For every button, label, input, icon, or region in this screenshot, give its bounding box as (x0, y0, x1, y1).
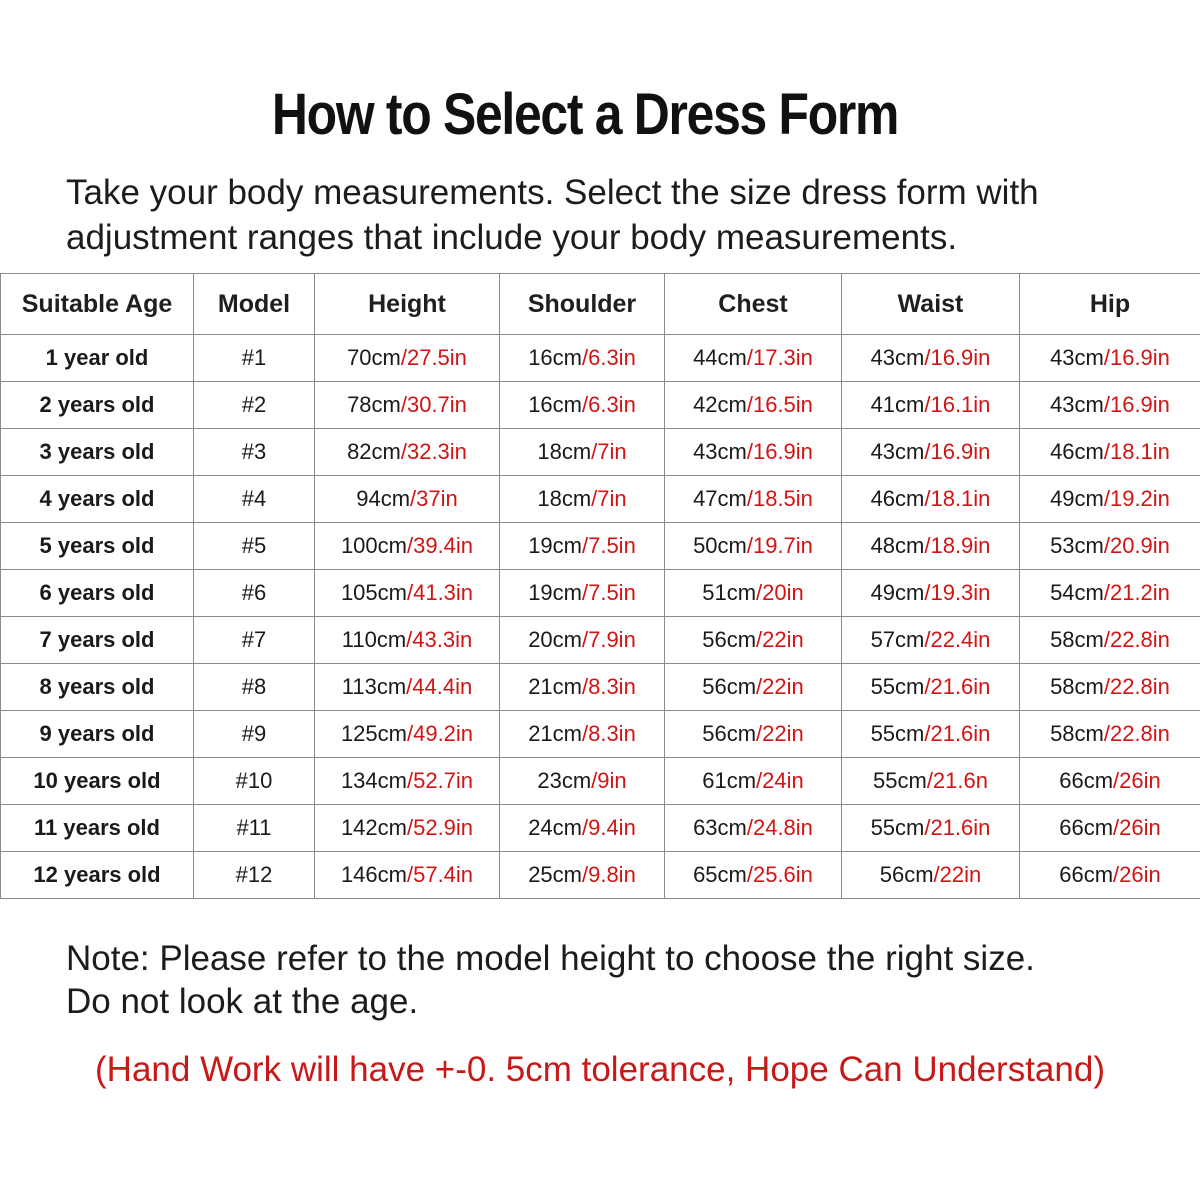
hip-cm-value: 66cm (1059, 815, 1114, 840)
shoulder-inch-value: /6.3in (581, 345, 636, 370)
hip-inch-value: /16.9in (1103, 392, 1170, 417)
intro-line-1: Take your body measurements. Select the size dress form with (66, 173, 1039, 212)
cell-shoulder (500, 570, 665, 617)
cell-height (315, 711, 500, 758)
cell-waist (842, 335, 1020, 382)
shoulder-inch-value: /9.8in (581, 862, 636, 887)
cell-age: 6 years old (1, 570, 194, 617)
cell-waist (842, 523, 1020, 570)
cell-model: #4 (194, 476, 315, 523)
cell-chest (665, 805, 842, 852)
shoulder-cm-value: 18cm (537, 439, 592, 464)
height-inch-value: /52.7in (406, 768, 474, 793)
cell-shoulder (500, 523, 665, 570)
waist-cm-value: 41cm (870, 392, 925, 417)
cell-shoulder (500, 382, 665, 429)
chest-inch-value: /16.9in (746, 439, 813, 464)
cell-waist (842, 711, 1020, 758)
cell-waist (842, 382, 1020, 429)
cell-age: 11 years old (1, 805, 194, 852)
height-cm-value: 134cm (340, 768, 407, 793)
height-inch-value: /49.2in (406, 721, 474, 746)
cell-age: 3 years old (1, 429, 194, 476)
page-title: How to Select a Dress Form (271, 82, 899, 147)
shoulder-cm-value: 18cm (537, 486, 592, 511)
hip-cm-value: 58cm (1050, 721, 1104, 746)
waist-inch-value: /16.9in (924, 345, 991, 370)
cell-age: 9 years old (1, 711, 194, 758)
table-header-row (1, 274, 1200, 335)
cell-hip (1020, 664, 1200, 711)
table-row (1, 570, 1200, 617)
cell-hip (1020, 711, 1200, 758)
chest-cm-value: 56cm (702, 674, 757, 699)
cell-shoulder (500, 805, 665, 852)
cell-waist (842, 758, 1020, 805)
height-cm-value: 105cm (340, 580, 407, 605)
height-cm-value: 78cm (347, 392, 401, 417)
cell-age: 8 years old (1, 664, 194, 711)
hip-cm-value: 54cm (1050, 580, 1104, 605)
height-inch-value: /52.9in (406, 815, 474, 840)
shoulder-inch-value: /7.5in (581, 580, 636, 605)
cell-waist (842, 476, 1020, 523)
height-inch-value: /44.4in (406, 674, 473, 699)
shoulder-inch-value: /8.3in (581, 674, 636, 699)
shoulder-inch-value: /9.4in (581, 815, 636, 840)
header-height: Height (315, 274, 500, 335)
height-cm-value: 70cm (347, 345, 401, 370)
hip-cm-value: 43cm (1050, 345, 1104, 370)
shoulder-cm-value: 23cm (537, 768, 592, 793)
cell-age: 7 years old (1, 617, 194, 664)
chest-cm-value: 56cm (702, 627, 757, 652)
cell-hip (1020, 617, 1200, 664)
tolerance-note: (Hand Work will have +-0. 5cm tolerance, Hope Can Understand) (95, 1050, 1105, 1089)
height-cm-value: 82cm (347, 439, 401, 464)
waist-inch-value: /22in (933, 862, 982, 887)
height-inch-value: /39.4in (406, 533, 474, 558)
chest-inch-value: /24.8in (746, 815, 813, 840)
cell-shoulder (500, 429, 665, 476)
table-row (1, 617, 1200, 664)
cell-model: #6 (194, 570, 315, 617)
hip-inch-value: /19.2in (1103, 486, 1170, 511)
hip-cm-value: 46cm (1050, 439, 1104, 464)
header-waist: Waist (842, 274, 1020, 335)
cell-chest (665, 382, 842, 429)
table-row (1, 523, 1200, 570)
shoulder-inch-value: /8.3in (581, 721, 636, 746)
cell-model: #10 (194, 758, 315, 805)
cell-height (315, 476, 500, 523)
cell-height (315, 382, 500, 429)
table-row (1, 335, 1200, 382)
note-line-1: Note: Please refer to the model height to choose the right size. (66, 939, 1035, 978)
cell-chest (665, 711, 842, 758)
height-cm-value: 125cm (340, 721, 407, 746)
height-cm-value: 142cm (340, 815, 407, 840)
cell-hip (1020, 523, 1200, 570)
shoulder-inch-value: /6.3in (581, 392, 636, 417)
chest-inch-value: /18.5in (746, 486, 813, 511)
chest-cm-value: 50cm (693, 533, 747, 558)
chest-cm-value: 42cm (693, 392, 747, 417)
hip-cm-value: 49cm (1050, 486, 1104, 511)
hip-inch-value: /22.8in (1103, 627, 1170, 652)
hip-inch-value: /26in (1113, 815, 1161, 840)
shoulder-cm-value: 19cm (528, 533, 582, 558)
hip-cm-value: 66cm (1059, 862, 1114, 887)
cell-height (315, 805, 500, 852)
cell-model: #12 (194, 852, 315, 899)
waist-cm-value: 55cm (870, 721, 925, 746)
hip-inch-value: /26in (1113, 862, 1161, 887)
intro-text (66, 170, 1176, 260)
cell-height (315, 523, 500, 570)
cell-hip (1020, 429, 1200, 476)
shoulder-cm-value: 21cm (528, 674, 582, 699)
cell-shoulder (500, 335, 665, 382)
cell-waist (842, 429, 1020, 476)
chest-inch-value: /22in (756, 674, 804, 699)
cell-waist (842, 805, 1020, 852)
chest-cm-value: 47cm (693, 486, 747, 511)
table-row (1, 476, 1200, 523)
cell-model: #9 (194, 711, 315, 758)
cell-age: 10 years old (1, 758, 194, 805)
shoulder-inch-value: /7in (591, 486, 627, 511)
shoulder-inch-value: /9in (591, 768, 627, 793)
hip-inch-value: /16.9in (1103, 345, 1170, 370)
header-model: Model (194, 274, 315, 335)
table-row (1, 758, 1200, 805)
waist-inch-value: /16.9in (924, 439, 991, 464)
shoulder-cm-value: 21cm (528, 721, 582, 746)
cell-hip (1020, 852, 1200, 899)
waist-cm-value: 57cm (870, 627, 925, 652)
cell-shoulder (500, 476, 665, 523)
cell-model: #3 (194, 429, 315, 476)
waist-cm-value: 56cm (879, 862, 934, 887)
cell-chest (665, 758, 842, 805)
chest-inch-value: /17.3in (746, 345, 813, 370)
cell-chest (665, 617, 842, 664)
hip-inch-value: /26in (1113, 768, 1161, 793)
height-inch-value: /32.3in (400, 439, 467, 464)
note-line-2: Do not look at the age. (66, 982, 419, 1021)
shoulder-cm-value: 25cm (528, 862, 582, 887)
chest-cm-value: 43cm (693, 439, 747, 464)
cell-hip (1020, 382, 1200, 429)
table-row (1, 382, 1200, 429)
waist-inch-value: /21.6n (926, 768, 988, 793)
chest-cm-value: 63cm (693, 815, 747, 840)
height-cm-value: 100cm (340, 533, 407, 558)
waist-cm-value: 55cm (873, 768, 927, 793)
hip-inch-value: /22.8in (1103, 674, 1170, 699)
chest-cm-value: 56cm (702, 721, 757, 746)
waist-cm-value: 55cm (870, 674, 925, 699)
cell-waist (842, 570, 1020, 617)
table-row (1, 429, 1200, 476)
cell-shoulder (500, 617, 665, 664)
chest-cm-value: 65cm (693, 862, 747, 887)
cell-chest (665, 570, 842, 617)
waist-inch-value: /21.6in (924, 721, 991, 746)
shoulder-cm-value: 16cm (528, 345, 582, 370)
waist-inch-value: /21.6in (924, 674, 991, 699)
chest-inch-value: /24in (756, 768, 804, 793)
cell-model: #5 (194, 523, 315, 570)
cell-model: #2 (194, 382, 315, 429)
height-inch-value: /30.7in (400, 392, 467, 417)
cell-hip (1020, 476, 1200, 523)
cell-model: #1 (194, 335, 315, 382)
waist-inch-value: /18.9in (924, 533, 991, 558)
table-row (1, 664, 1200, 711)
height-cm-value: 110cm (341, 627, 407, 652)
height-inch-value: /43.3in (406, 627, 473, 652)
cell-age: 4 years old (1, 476, 194, 523)
hip-inch-value: /20.9in (1103, 533, 1170, 558)
cell-model: #11 (194, 805, 315, 852)
hip-inch-value: /22.8in (1103, 721, 1170, 746)
hip-cm-value: 58cm (1050, 674, 1104, 699)
cell-height (315, 429, 500, 476)
cell-shoulder (500, 711, 665, 758)
shoulder-inch-value: /7.5in (581, 533, 636, 558)
cell-shoulder (500, 758, 665, 805)
hip-cm-value: 53cm (1050, 533, 1104, 558)
shoulder-cm-value: 24cm (528, 815, 582, 840)
note-text (66, 937, 1176, 1023)
waist-cm-value: 49cm (870, 580, 925, 605)
cell-chest (665, 523, 842, 570)
waist-inch-value: /18.1in (924, 486, 991, 511)
cell-height (315, 335, 500, 382)
header-hip: Hip (1020, 274, 1200, 335)
waist-inch-value: /22.4in (924, 627, 991, 652)
cell-waist (842, 852, 1020, 899)
chest-inch-value: /20in (756, 580, 804, 605)
cell-model: #8 (194, 664, 315, 711)
hip-cm-value: 43cm (1050, 392, 1104, 417)
table-row (1, 852, 1200, 899)
cell-chest (665, 429, 842, 476)
size-table (0, 273, 1200, 899)
cell-age: 12 years old (1, 852, 194, 899)
header-shoulder: Shoulder (500, 274, 665, 335)
chest-cm-value: 44cm (693, 345, 747, 370)
table-row (1, 805, 1200, 852)
cell-age: 2 years old (1, 382, 194, 429)
shoulder-cm-value: 20cm (528, 627, 582, 652)
waist-cm-value: 48cm (870, 533, 925, 558)
shoulder-inch-value: /7.9in (581, 627, 636, 652)
cell-chest (665, 476, 842, 523)
height-cm-value: 146cm (340, 862, 407, 887)
cell-chest (665, 335, 842, 382)
hip-cm-value: 66cm (1059, 768, 1114, 793)
cell-chest (665, 664, 842, 711)
chest-inch-value: /22in (756, 721, 804, 746)
header-chest: Chest (665, 274, 842, 335)
chest-inch-value: /25.6in (746, 862, 813, 887)
shoulder-inch-value: /7in (591, 439, 627, 464)
table-body (1, 335, 1200, 899)
cell-waist (842, 617, 1020, 664)
height-cm-value: 113cm (341, 674, 407, 699)
chest-cm-value: 51cm (702, 580, 757, 605)
cell-hip (1020, 758, 1200, 805)
hip-inch-value: /21.2in (1103, 580, 1170, 605)
waist-inch-value: /16.1in (924, 392, 991, 417)
cell-hip (1020, 570, 1200, 617)
waist-cm-value: 43cm (870, 345, 925, 370)
height-inch-value: /37in (410, 486, 458, 511)
chest-inch-value: /19.7in (746, 533, 813, 558)
cell-age: 1 year old (1, 335, 194, 382)
waist-inch-value: /21.6in (924, 815, 991, 840)
chest-cm-value: 61cm (702, 768, 757, 793)
hip-inch-value: /18.1in (1103, 439, 1170, 464)
waist-cm-value: 43cm (870, 439, 925, 464)
cell-height (315, 852, 500, 899)
cell-hip (1020, 335, 1200, 382)
height-inch-value: /41.3in (406, 580, 474, 605)
height-cm-value: 94cm (356, 486, 411, 511)
shoulder-cm-value: 19cm (528, 580, 582, 605)
cell-height (315, 617, 500, 664)
height-inch-value: /27.5in (400, 345, 467, 370)
hip-cm-value: 58cm (1050, 627, 1104, 652)
cell-height (315, 758, 500, 805)
waist-cm-value: 55cm (870, 815, 925, 840)
header-suitable-age: Suitable Age (1, 274, 194, 335)
table-row (1, 711, 1200, 758)
chest-inch-value: /22in (756, 627, 804, 652)
cell-shoulder (500, 852, 665, 899)
waist-inch-value: /19.3in (924, 580, 991, 605)
cell-hip (1020, 805, 1200, 852)
cell-age: 5 years old (1, 523, 194, 570)
cell-model: #7 (194, 617, 315, 664)
waist-cm-value: 46cm (870, 486, 925, 511)
chest-inch-value: /16.5in (746, 392, 813, 417)
intro-line-2: adjustment ranges that include your body measurements. (66, 218, 958, 257)
cell-shoulder (500, 664, 665, 711)
cell-chest (665, 852, 842, 899)
cell-height (315, 664, 500, 711)
shoulder-cm-value: 16cm (528, 392, 582, 417)
cell-waist (842, 664, 1020, 711)
height-inch-value: /57.4in (406, 862, 474, 887)
cell-height (315, 570, 500, 617)
